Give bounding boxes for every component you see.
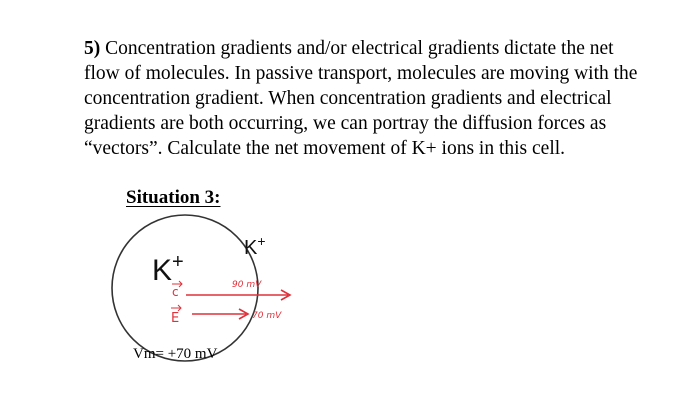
situation-heading: Situation 3:: [126, 187, 221, 208]
concentration-vector-value: 90 mV: [232, 280, 262, 290]
concentration-vector-symbol: [172, 281, 182, 299]
question-text: [84, 36, 644, 161]
svg-text:c: c: [172, 285, 179, 299]
electrical-vector-value: 70 mV: [252, 311, 282, 321]
electrical-vector-arrow: [192, 309, 248, 319]
cell-diagram: [100, 210, 330, 390]
question-number: 5): [84, 38, 101, 59]
membrane-potential-label: Vm= +70 mV: [133, 346, 218, 362]
concentration-vector-arrow: [186, 290, 290, 300]
inside-ion-label: K+: [152, 251, 184, 287]
question-body: Concentration gradients and/or electrical gradients dictate the net flow of molecules. In passive transport, molecules are moving with the concentration gradient. When concentration gradients and electrical gradients are both occurring, we can portray the diffusion forces as “vectors”. Calculate the net movement of K+ ions in this cell.: [84, 38, 638, 159]
electrical-vector-symbol: [171, 305, 181, 326]
svg-text:E: E: [171, 311, 180, 326]
outside-ion-label: K+: [244, 233, 266, 259]
